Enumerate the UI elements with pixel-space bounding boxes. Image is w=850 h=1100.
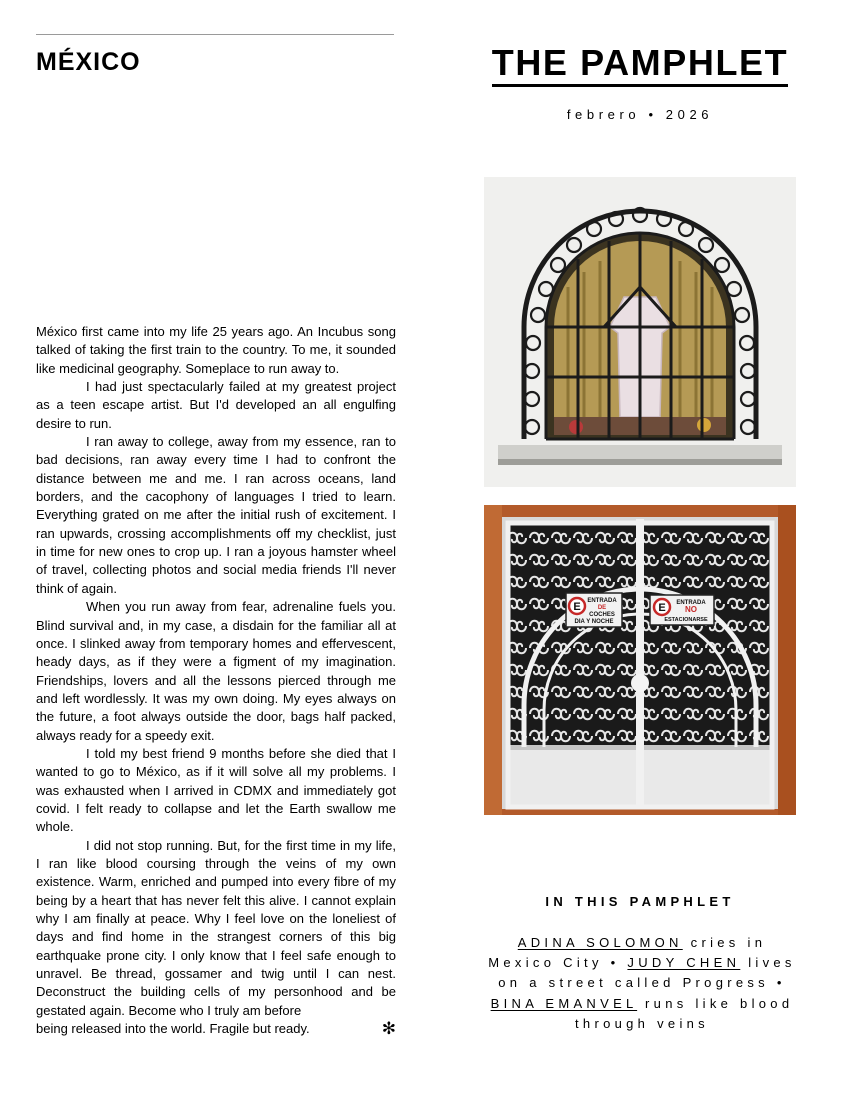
window-photo [484, 177, 796, 487]
gate-sign-left [566, 593, 622, 627]
section-title: MÉXICO [36, 48, 141, 76]
author-link-adina-solomon[interactable]: ADINA SOLOMON [517, 935, 683, 950]
svg-text:E: E [573, 601, 581, 613]
article-paragraph: I told my best friend 9 months before she died that I wanted to go to México, as if it will solve all my problems. I was exhausted when I arrived in CDMX and immediately got covid. I felt ready to collapse and let the Earth swallow me whole. [36, 745, 396, 835]
article-paragraph: México first came into my life 25 years ago. An Incubus song talked of taking the first train to the country. To me, it sounded like medicinal geography. Someplace to run away to. [36, 324, 396, 376]
gate-photo [484, 505, 796, 815]
author-link-judy-chen[interactable]: JUDY CHEN [627, 955, 741, 971]
masthead [484, 44, 796, 122]
article-final-text: being released into the world. Fragile but ready. [36, 1021, 310, 1037]
svg-text:DIA Y NOCHE: DIA Y NOCHE [574, 619, 614, 625]
gate-sign-right [650, 595, 714, 625]
end-mark-icon: ✻ [381, 1019, 396, 1039]
contents-text: cries in Mexico City • [488, 935, 767, 971]
article-body [36, 323, 396, 1038]
contents-heading: IN THIS PAMPHLET [545, 894, 735, 909]
top-rule [36, 34, 394, 35]
masthead-title: THE PAMPHLET [492, 44, 789, 87]
svg-text:DE: DE [597, 605, 607, 611]
contents-list [488, 933, 796, 1034]
article-paragraph: I did not stop running. But, for the first time in my life, I ran like blood coursing through the veins of my own existence. Warm, enriched and pumped into every fibre of my being by a heart that has never felt this alive. I cannot explain why I am finally at peace. Why I feel love on the loneliest of days and find home in the strangest corners of this big earthquake prone city. I only know that I feel safe enough to unravel. Be thread, gossamer and twig until I can nest. Deconstruct the building cells of my personhood and be gestated again. Become who I truly am before [36, 837, 396, 1018]
article-paragraph: When you run away from fear, adrenaline fuels you. Blind survival and, in my case, a disdain for the familiar all at once. I slinked away from temporary homes and effervescent, heady days, as if they were a figment of my imagination. Friendships, lovers and all the lessons pierced through me and left wordlessly. It was my own doing. My eyes always on the future, a foot always outside the door, bags half packed, always ready for a speedy exit. [36, 599, 396, 743]
svg-text:NO: NO [685, 605, 697, 614]
article-final-line [36, 1020, 396, 1038]
contents-text: lives on a street called Progress • [498, 955, 796, 991]
article-paragraph: I ran away to college, away from my essence, ran to bad decisions, ran away every time I had to confront the distance between me and me. I ran across oceans, land borders, and the cacophony of languages I tried to learn. Everything grated on me after the initial rush of excitement. I ran upwards, crossing accomplishments off my checklist, just in time for new ones to crop up. I ran a joyous hamster wheel of travel, collecting photos and social media friends I'll never think of again. [36, 434, 396, 596]
article-paragraph: I had just spectacularly failed at my greatest project as a teen escape artist. But I'd developed an all engulfing desire to run. [36, 379, 396, 431]
svg-text:ESTACIONARSE: ESTACIONARSE [664, 617, 708, 623]
svg-text:ENTRADA: ENTRADA [587, 598, 617, 604]
author-link-bina-emanvel[interactable]: BINA EMANVEL [490, 995, 638, 1011]
svg-text:ENTRADA: ENTRADA [676, 600, 706, 606]
date-line: febrero • 2026 [566, 107, 714, 122]
arched-window-illustration [484, 177, 796, 487]
contents-text: runs like blood through veins [575, 995, 794, 1031]
svg-text:E: E [658, 602, 666, 614]
iron-gate-illustration [484, 505, 796, 815]
svg-text:COCHES: COCHES [589, 612, 615, 618]
